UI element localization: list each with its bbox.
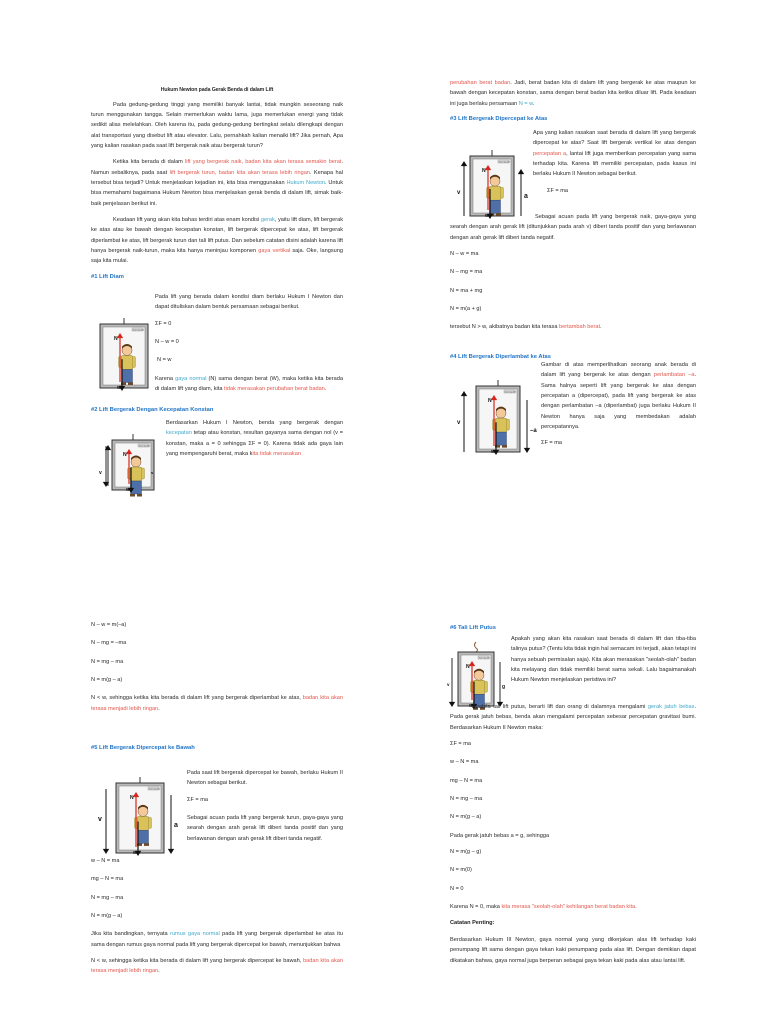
acceleration-label: a: [174, 822, 178, 829]
equation: ΣF = ma: [450, 741, 472, 748]
equation: N = 0: [450, 885, 464, 892]
page1-right-column-top: [450, 78, 696, 131]
lift-diagram-diam: [98, 318, 150, 390]
section-3-conclusion: tersebut N > w, akibatnya badan kita terasa bertambah berat.: [450, 324, 602, 331]
section-1-text: Pada lift yang berada dalam kondisi diam berlaku Hukum I Newton dan dapat dituliskan dalam bentuk persamaan sebagai berikut. ΣF = 0 N – w = 0 N = w Karena gaya normal (N) sama dengan berat (W), maka ketika kita berada di dalam lift yang diam, kita tidak merasakan perubahan berat badan.: [155, 292, 343, 400]
pants: [138, 830, 149, 843]
section-5-heading: #5 Lift Bergerak Dipercepat ke Bawah: [91, 745, 195, 752]
section-6-text: Apakah yang akan kita rasakan saat berada di dalam lift dan tiba-tiba talinya putus? (Tentu kita tidak ingin hal semacam ini terjadi, akan tetapi ini hanya sebuah permisalan saja). Kita akan merasakan "seolah-olah" badan kita melayang dan tidak memiliki berat sama sekali. Lalu bagaimanakah Hukum Newton menjelaskan peristiwa ini?: [511, 636, 697, 684]
equation: N – mg = ma: [450, 269, 483, 276]
equation: N = m(g – a): [91, 677, 123, 684]
intro-paragraph-1: Pada gedung-gedung tinggi yang memiliki banyak lantai, tidak mungkin seseorang naik turun menggunakan tangga. Selain memerlukan waktu lama, juga memerlukan energi yang tidak sedikit alias melelahkan. Oleh karena itu, pada gedung-gedung bertingkat selalu dilengkapi dengan alat transportasi yang disebut lift atau elevator. Lalu, pernahkah kalian menaiki lift? Jika pernah, Apa yang kalian rasakan pada saat lift bergerak naik atau bergerak turun?: [91, 101, 343, 149]
weight-label: w: [469, 703, 473, 709]
section-5-compare: Jika kita bandingkan, ternyata rumus gaya normal pada lift yang bergerak diperlambat ke atas itu sama dengan rumus gaya normal pada lift yang bergerak dipercepat ke bawah, menunjukkan bahwa: [91, 931, 343, 948]
broken-cable: [475, 642, 478, 652]
weight-label: w: [491, 449, 495, 455]
velocity-arrow: [103, 789, 109, 854]
acceleration-arrow: [524, 400, 530, 453]
equation: ΣF = ma: [547, 187, 569, 194]
equation: N = m(g – g): [450, 849, 482, 856]
hukum-newton-link[interactable]: Hukum Newton: [286, 180, 325, 187]
section-6-continued: Apabila tali lift putus, berarti lift dan orang di dalamnya mengalami gerak jatuh bebas. Pada gerak jatuh bebas, benda akan mengalami percepatan sebesar percepatan gravitasi bumi. Berdasarkan Hukum II Newton maka: ΣF = ma w – N = ma mg – N = ma N = mg – ma N = m(g – a) Pada gerak jatuh bebas a = g, sehingga N = m(g – g) N = m(0) N = 0 Karena N = 0, maka kita merasa "seolah-olah" kehilangan berat badan kita. Catatan Penting: Berdasarkan Hukum III Newton, gaya normal yang yang dikerjakan alas lift terhadap kaki penumpang lift sama dengan gaya tekan kaki penumpang pada alas lift. Dengan demikian dapat dikatakan bahwa, gaya normal juga berperan sebagai gaya tekan kaki pada alas atau lantai lift.: [450, 702, 696, 972]
lift-svg: [448, 640, 508, 708]
lift-diagram-dipercepat-bawah: [96, 777, 184, 855]
velocity-arrow: [461, 391, 467, 452]
pants: [122, 369, 133, 382]
section-1-heading: #1 Lift Diam: [91, 273, 124, 280]
weight-label: w: [133, 850, 137, 856]
right-arm: [507, 419, 510, 430]
section-4-text: Gambar di atas memperlihatkan seorang anak berada di dalam lift yang bergerak ke atas dengan perlambatan –a. Sama halnya seperti lift yang bergerak ke atas dengan percepatan a (dipercepat), pada lift yang bergerak ke atas dengan perlambatan –a (diperlambat) juga berlaku Hukum II Newton hanya saja yang membedakan adalah percepatannya. ΣF = ma: [541, 360, 696, 457]
equation: N – w = ma: [450, 251, 479, 258]
right-shoe: [137, 494, 142, 497]
intro-paragraph-2: Ketika kita berada di dalam lift yang bergerak naik, badan kita akan terasa semakin berat. Namun sebaliknya, pada saat lift bergerak turun, badan kita akan terasa lebih ringan. Kenapa hal tersebut bisa terjadi? Untuk menjelaskan kejadian ini, kita bisa menggunakan Hukum Newton. Untuk bisa memahami bagaimana Hukum Newton bisa menjelaskan gerak benda di dalam lift, simak baik-baik penjelasan berikut ini.: [91, 159, 344, 207]
velocity-label: v: [457, 190, 461, 196]
equation: ΣF = 0: [155, 320, 172, 327]
section-6-conclusion: Karena N = 0, maka kita merasa "seolah-olah" kehilangan berat badan kita.: [450, 904, 637, 911]
equation: N = m(g – a): [450, 814, 482, 821]
normal-force-label: N: [488, 398, 492, 404]
document-title: Hukum Newton pada Gerak Benda di dalam Lift: [160, 87, 274, 93]
right-arm: [142, 468, 145, 479]
shirt: [130, 467, 142, 481]
acceleration-label: a: [524, 193, 528, 200]
acceleration-label: –a: [530, 428, 537, 434]
section-1-conclusion: Karena gaya normal (N) sama dengan berat (W), maka ketika kita berada di dalam lift yang diam, kita tidak merasakan perubahan berat badan.: [155, 375, 343, 393]
normal-force-label: N: [114, 336, 118, 342]
equation: mg – N = ma: [450, 777, 483, 784]
lift-diagram-tali-putus: [448, 640, 508, 708]
weight-label: w: [485, 213, 489, 219]
lift-svg: [96, 777, 184, 855]
velocity-label: v: [98, 816, 102, 823]
section-5-continued: [91, 856, 343, 983]
weight-label: w: [117, 385, 121, 391]
velocity-arrow: [449, 658, 455, 707]
right-shoe: [502, 445, 507, 448]
equation: N = mg – ma: [91, 658, 124, 665]
section-2-heading: #2 Lift Bergerak Dengan Kecepatan Konstan: [91, 407, 214, 413]
section-2-continuation: perubahan berat badan. Jadi, berat badan kita di dalam lift yang bergerak ke atas maupun ke bawah dengan kecepatan konstan, sama dengan berat badan kita ketika diluar lift. Pada keadaan ini juga berlaku persamaan N = w.: [450, 80, 696, 107]
normal-force-label: N: [482, 168, 486, 174]
section-3-text: Apa yang kalian rasakan saat berada di dalam lift yang bergerak dipercepat ke atas? Saat lift bergerak vertikal ke atas dengan percepatan a, lantai lift juga memberikan percepatan yang sama terhadap kita. Karena lift memiliki percepatan, pada kasus ini berlaku Hukum II Newton sebagai berikut. ΣF = ma: [533, 128, 696, 204]
equation: w – N = ma: [91, 858, 120, 864]
equation: N = w: [157, 357, 172, 364]
note-text: Berdasarkan Hukum III Newton, gaya normal yang yang dikerjakan alas lift terhadap kaki penumpang lift sama dengan gaya tekan kaki penumpang pada alas lift. Dengan demikian dapat dikatakan bahwa, gaya normal juga berperan sebagai gaya tekan kaki pada alas atau lantai lift.: [450, 936, 696, 964]
shirt: [489, 186, 501, 200]
equation: N – w = m(–a): [91, 622, 127, 628]
right-arm: [133, 356, 136, 367]
equation: N = m(0): [450, 867, 472, 874]
velocity-label: v: [447, 682, 450, 687]
equation: N – w = 0: [155, 339, 179, 346]
normal-force-label: N: [466, 664, 470, 670]
velocity-label: v: [99, 470, 102, 476]
cabin-plate-text: Sistem Gaya 9000: [132, 330, 145, 332]
cabin-plate-text: Sistem Gaya 9000: [478, 658, 491, 660]
section-3-continued: Sebagai acuan pada lift yang bergerak naik, gaya-gaya yang searah dengan arah gerak lift (ditunjukkan pada arah v) diberi tanda positif dan yang berlawanan dengan arah gerak lift diberi tanda negatif. N – w = ma N – mg = ma N = ma + mg N = m(a + g) tersebut N > w, akibatnya badan kita terasa bertambah berat. #4 Lift Bergerak Diperlambat ke Atas: [450, 214, 696, 360]
gerak-link[interactable]: gerak: [260, 217, 275, 224]
note-title: Catatan Penting:: [450, 920, 495, 927]
lift-svg: [456, 378, 538, 454]
section-2-text: Berdasarkan Hukum I Newton, benda yang bergerak dengan kecepatan tetap atau konstan, resultan gayanya sama dengan nol (v = konstan, maka a = 0 sehingga ΣF = 0). Karena tidak ada gaya lain yang mempengaruhi berat, maka kita tidak merasakan: [166, 420, 343, 458]
page-2: [0, 512, 768, 1024]
speed-label: s: [151, 470, 154, 475]
equation: N = m(a + g): [450, 306, 482, 313]
left-shoe: [130, 494, 135, 497]
shirt: [137, 816, 149, 830]
normal-force-label: N: [130, 795, 134, 801]
right-shoe: [144, 843, 149, 846]
shirt: [473, 680, 485, 694]
section-6-heading: #6 Tali Lift Putus: [450, 625, 496, 631]
equation: w – N = ma: [450, 759, 479, 766]
equation: N = mg – ma: [450, 796, 483, 803]
pants: [131, 481, 142, 494]
velocity-label: v: [457, 420, 461, 426]
right-arm: [485, 681, 488, 692]
section-4-conclusion: N < w, sehingga ketika kita berada di dalam lift yang bergerak diperlambat ke atas, badan kita akan terasa menjadi lebih ringan.: [91, 695, 343, 712]
right-shoe: [128, 382, 133, 385]
section-4-heading: #4 Lift Bergerak Diperlambat ke Atas: [450, 353, 551, 360]
intro-paragraph-3: Keadaan lift yang akan kita bahas terdiri atas enam kondisi gerak, yaitu lift diam, lift bergerak ke atas atau ke bawah dengan kecepatan konstan, lift bergerak dipercepat ke atas, lift bergerak diperlambat ke atas, lift bergerak turun dan tali lift putus. Dan sebelum catatan disini adalah karena lift hanya bergerak naik-turun, maka kita hanya meninjau komponen gaya vertikal saja. Oke, langsung saja kita mulai.: [91, 217, 343, 265]
page2-left-column: [91, 620, 343, 760]
right-arm: [501, 187, 504, 198]
cabin-plate-text: Sistem Gaya 9000: [498, 162, 511, 164]
cabin-plate-text: Sistem Gaya 9000: [504, 392, 517, 394]
velocity-arrow: [461, 161, 467, 216]
shirt: [495, 418, 507, 432]
normal-force-label: N: [123, 452, 127, 458]
lift-diagram-diperlambat-atas: [456, 378, 538, 454]
section-3-heading: #3 Lift Bergerak Dipercepat ke Atas: [450, 116, 548, 123]
right-arm: [149, 817, 152, 828]
equation: N – mg = –ma: [91, 640, 127, 647]
lift-svg: [98, 318, 150, 390]
equation: ΣF = ma: [541, 440, 563, 447]
lift-svg: [98, 430, 156, 492]
lift-diagram-dipercepat-atas: [456, 148, 532, 218]
equation: N = mg – ma: [91, 894, 124, 901]
equation: ΣF = ma: [187, 796, 209, 803]
equation: N = ma + mg: [450, 287, 483, 294]
cabin-plate-text: Sistem Gaya 9000: [138, 446, 151, 448]
pants: [496, 432, 507, 445]
shirt: [121, 355, 133, 369]
equation: N = m(g – a): [91, 913, 123, 920]
lift-diagram-konstan: [98, 430, 156, 492]
gravity-label: g: [502, 684, 506, 690]
equation: mg – N = ma: [91, 876, 124, 883]
cabin-plate-text: Sistem Gaya 9000: [148, 789, 161, 791]
section-5-conclusion: N < w, sehingga ketika kita berada di dalam lift yang bergerak dipercepat ke bawah, badan kita akan terasa menjadi lebih ringan.: [91, 958, 343, 975]
lift-svg: [456, 148, 532, 218]
page1-left-column: [91, 86, 343, 289]
weight-label: w: [126, 487, 130, 493]
section-5-text: Pada saat lift bergerak dipercepat ke bawah, berlaku Hukum II Newton sebagai berikut. ΣF = ma Sebagai acuan pada lift yang bergerak turun, gaya-gaya yang searah dengan arah gerak lift diberi tanda positif dan yang berlawanan dengan arah gerak lift diberi tanda negatif.: [187, 770, 343, 842]
